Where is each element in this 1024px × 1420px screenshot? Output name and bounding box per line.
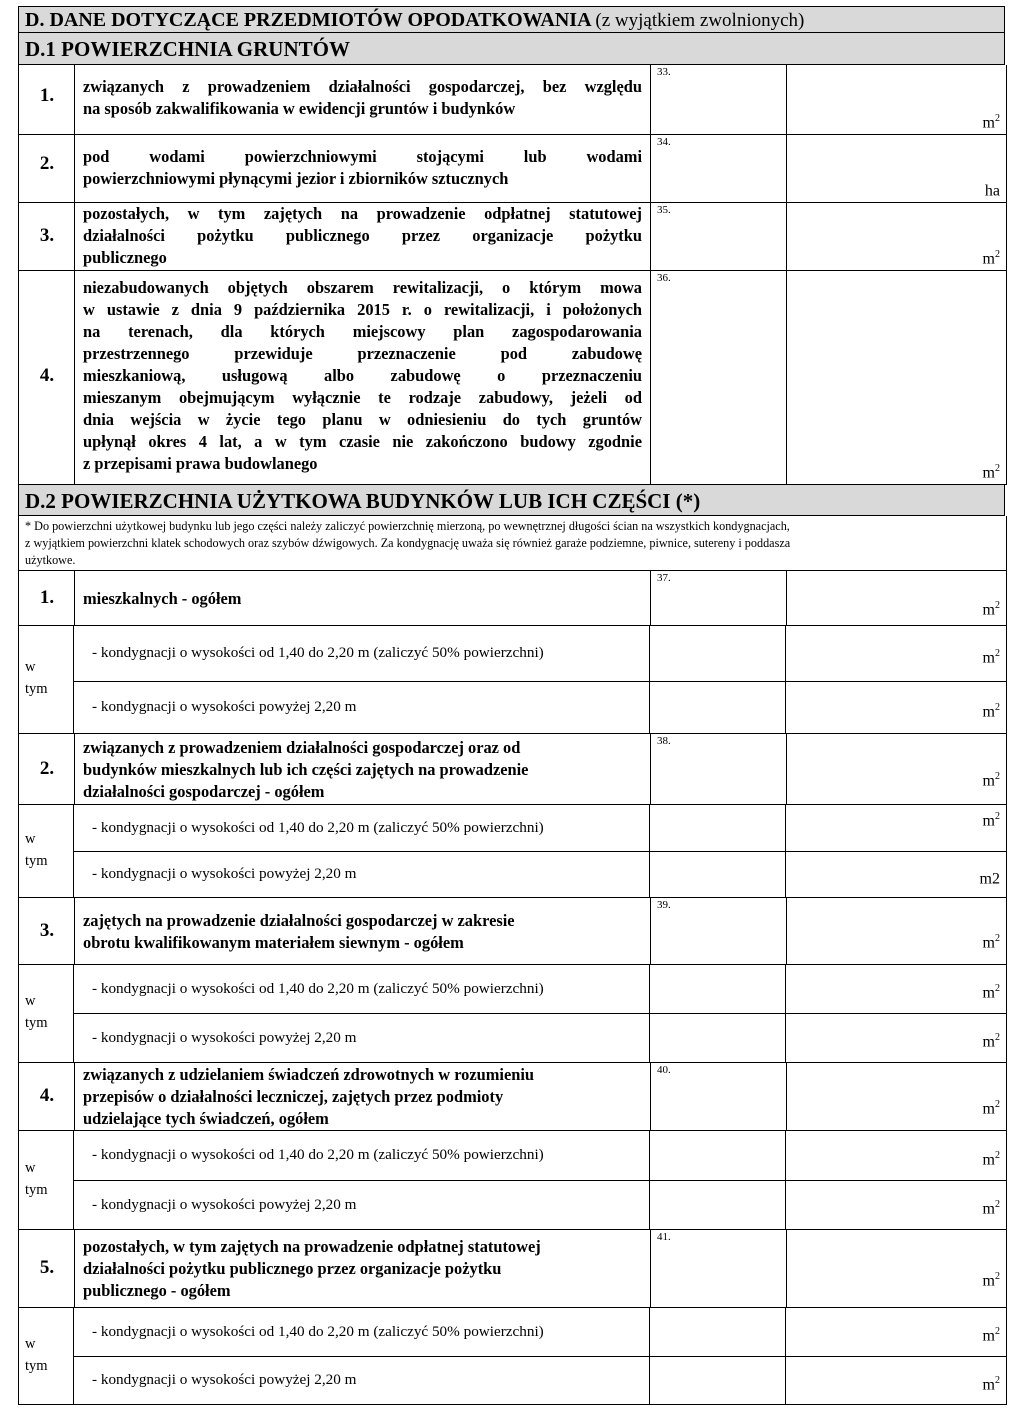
description-line: działalności pożytku publicznego przez organizacje pożytku: [83, 226, 642, 245]
unit-label: [980, 869, 1000, 888]
field-38[interactable]: [651, 734, 787, 804]
d2-subrows: [18, 626, 1007, 734]
subrow-high: [74, 1014, 1007, 1063]
section-d1-header: [18, 33, 1005, 65]
unit-label: [983, 1375, 1000, 1394]
row-description-cell: [75, 571, 651, 625]
w-tym-cell: [18, 965, 74, 1063]
w-tym-word-2: tym: [25, 853, 48, 869]
unit-cell: [786, 1131, 1006, 1180]
field-number: 36.: [657, 272, 671, 284]
section-d-title-line: [25, 8, 804, 33]
w-tym-word-2: tym: [25, 1182, 48, 1198]
description-line: związanych z udzielaniem świadczeń zdrowotnych w rozumieniu: [83, 1065, 535, 1084]
unit-label-exp: 2: [995, 1198, 1000, 1210]
unit-label-exp: 2: [995, 1098, 1000, 1110]
row-description-cell: [75, 734, 651, 804]
row-number: 4.: [39, 365, 55, 386]
unit-label-base: m: [982, 1272, 995, 1289]
row-number-cell: [19, 1230, 75, 1307]
subrow-field[interactable]: [650, 965, 786, 1013]
w-tym-word-2: tym: [25, 1358, 48, 1374]
unit-label-exp: 2: [995, 1270, 1000, 1282]
unit-label: [983, 648, 1000, 667]
row-number: 2.: [39, 758, 55, 779]
field-37[interactable]: [651, 571, 787, 625]
w-tym-word-2: tym: [25, 681, 48, 697]
row-number: 3.: [39, 920, 55, 941]
unit-label-exp: 2: [995, 462, 1000, 474]
unit-cell: [786, 1014, 1006, 1062]
unit-cell: [787, 271, 1006, 484]
w-tym-label: [25, 1157, 48, 1201]
unit-label-base: m: [982, 812, 995, 829]
subrow-low: [74, 1308, 1007, 1357]
unit-cell: [786, 682, 1006, 733]
subrow-field[interactable]: [650, 805, 786, 851]
field-36[interactable]: [651, 271, 787, 484]
description-line: dnia wejścia w życie tego planu w odniesieniu do tych gruntów: [83, 410, 642, 429]
d2-subrows: [18, 805, 1007, 898]
unit-cell: [787, 65, 1006, 134]
subrow-field[interactable]: [650, 1181, 786, 1229]
unit-cell: [786, 1357, 1006, 1404]
unit-label: [983, 1326, 1000, 1345]
unit-label-base: m: [982, 1100, 995, 1117]
description-line: w ustawie z dnia 9 października 2015 r. o rewitalizacji, i położonych: [83, 300, 642, 319]
section-d-header: [18, 6, 1005, 33]
unit-label: [985, 181, 1000, 200]
subrow-description: - kondygnacji o wysokości powyżej 2,20 m: [92, 1029, 357, 1046]
description-line: związanych z prowadzeniem działalności gospodarczej, bez względu: [83, 77, 642, 96]
footnote-line: użytkowe.: [25, 553, 76, 567]
row-description-cell: [75, 271, 651, 484]
d1-row: [18, 203, 1007, 271]
subrow-description: - kondygnacji o wysokości od 1,40 do 2,20 m (zaliczyć 50% powierzchni): [92, 819, 544, 836]
unit-label-exp: 2: [995, 1149, 1000, 1161]
subrow-field[interactable]: [650, 1131, 786, 1180]
unit-label-exp: 2: [995, 112, 1000, 124]
subrow-field[interactable]: [650, 1014, 786, 1062]
field-41[interactable]: [651, 1230, 787, 1307]
row-description-cell: [75, 1230, 651, 1307]
field-40[interactable]: [651, 1063, 787, 1130]
w-tym-word-1: w: [25, 1336, 36, 1352]
description-line: obrotu kwalifikowanym materiałem siewnym - ogółem: [83, 933, 464, 952]
description-line: udzielające tych świadczeń, ogółem: [83, 1109, 329, 1128]
subrow-description: - kondygnacji o wysokości od 1,40 do 2,20 m (zaliczyć 50% powierzchni): [92, 1323, 544, 1340]
description-line: działalności pożytku publicznego przez organizacje pożytku: [83, 1259, 502, 1278]
d2-main-row: [18, 1063, 1007, 1131]
w-tym-label: [25, 656, 48, 700]
unit-cell: [786, 965, 1006, 1013]
subrow-description: - kondygnacji o wysokości od 1,40 do 2,20 m (zaliczyć 50% powierzchni): [92, 1146, 544, 1163]
subrow-description-cell: [74, 805, 650, 851]
row-number: 1.: [39, 85, 55, 106]
unit-label: [983, 1150, 1000, 1169]
description-line: pozostałych, w tym zajętych na prowadzenie odpłatnej statutowej: [83, 204, 642, 223]
unit-cell: [787, 571, 1006, 625]
d2-subrows: [18, 1308, 1007, 1405]
description-line: publicznego - ogółem: [83, 1281, 231, 1300]
row-number-cell: [19, 1063, 75, 1130]
unit-label-base: m: [982, 649, 995, 666]
w-tym-word-1: w: [25, 831, 36, 847]
subrow-description-cell: [74, 1014, 650, 1062]
unit-label-base: ha: [984, 182, 1000, 199]
description-line: publicznego: [83, 248, 167, 267]
unit-label: [983, 983, 1000, 1002]
field-number: 33.: [657, 66, 671, 78]
row-description-cell: [75, 65, 651, 134]
field-number: 37.: [657, 572, 671, 584]
unit-label-exp: 2: [995, 770, 1000, 782]
d2-main-row: [18, 571, 1007, 626]
unit-label: [983, 771, 1000, 790]
description-line: przestrzennego przewiduje przeznaczenie pod zabudowę: [83, 344, 642, 363]
unit-label-base: m: [982, 114, 995, 131]
unit-label-exp: 2: [995, 1374, 1000, 1386]
field-number: 34.: [657, 136, 671, 148]
row-description: [83, 203, 642, 269]
subrow-description: - kondygnacji o wysokości od 1,40 do 2,20 m (zaliczyć 50% powierzchni): [92, 644, 544, 661]
subrow-description-cell: [74, 682, 650, 733]
w-tym-word-2: tym: [25, 1015, 48, 1031]
unit-cell: [787, 135, 1006, 202]
field-number: 40.: [657, 1064, 671, 1076]
d2-main-row: [18, 898, 1007, 965]
field-35[interactable]: [651, 203, 787, 270]
description-line: mieszanym obejmującym wyłącznie te rodzaje zabudowy, jeżeli od: [83, 388, 642, 407]
unit-cell: [786, 852, 1006, 897]
row-number: 4.: [39, 1085, 55, 1106]
unit-label-base: m2: [979, 870, 1000, 887]
description-line: na sposób zakwalifikowania w ewidencji gruntów i budynków: [83, 99, 516, 118]
row-description: [83, 277, 642, 475]
d2-main-row: [18, 1230, 1007, 1308]
field-34[interactable]: [651, 135, 787, 202]
row-description: [83, 76, 642, 120]
unit-label: [983, 249, 1000, 268]
unit-cell: [786, 1308, 1006, 1356]
description-line: powierzchniowymi płynącymi jezior i zbiorników sztucznych: [83, 169, 509, 188]
row-description: [83, 146, 642, 190]
unit-label-base: m: [982, 703, 995, 720]
row-description: [83, 1064, 642, 1130]
unit-label-exp: 2: [995, 1325, 1000, 1337]
field-number: 39.: [657, 899, 671, 911]
unit-label-exp: 2: [995, 701, 1000, 713]
d2-subrows: [18, 965, 1007, 1063]
unit-label: [983, 933, 1000, 952]
subrow-field[interactable]: [650, 1308, 786, 1356]
subrow-field[interactable]: [650, 682, 786, 733]
description-line: mieszkalnych - ogółem: [83, 589, 242, 608]
unit-label-base: m: [982, 772, 995, 789]
unit-cell: [787, 203, 1006, 270]
row-number-cell: [19, 65, 75, 134]
unit-label-base: m: [982, 984, 995, 1001]
description-line: z przepisami prawa budowlanego: [83, 454, 318, 473]
w-tym-word-1: w: [25, 993, 36, 1009]
subrow-description-cell: [74, 852, 650, 897]
footnote-line: * Do powierzchni użytkowej budynku lub jego części należy zaliczyć powierzchnię mierzoną, po wewnętrznej długości ścian na wszystkich kondygnacjach,: [25, 519, 790, 533]
unit-label-exp: 2: [995, 1031, 1000, 1043]
w-tym-cell: [18, 1131, 74, 1230]
unit-label-base: m: [982, 250, 995, 267]
description-line: przepisów o działalności leczniczej, zajętych przez podmioty: [83, 1087, 504, 1106]
unit-label-base: m: [982, 934, 995, 951]
subrow-description-cell: [74, 1308, 650, 1356]
d2-main-row: [18, 734, 1007, 805]
row-number-cell: [19, 203, 75, 270]
w-tym-cell: [18, 805, 74, 898]
subrow-description: - kondygnacji o wysokości powyżej 2,20 m: [92, 1371, 357, 1388]
subrow-low: [74, 1131, 1007, 1181]
unit-label: [983, 1099, 1000, 1118]
unit-label-exp: 2: [995, 599, 1000, 611]
unit-cell: [786, 805, 1006, 851]
w-tym-cell: [18, 626, 74, 734]
subrow-description-cell: [74, 626, 650, 681]
field-number: 35.: [657, 204, 671, 216]
row-number: 3.: [39, 225, 55, 246]
row-number: 1.: [39, 587, 55, 608]
description-line: zajętych na prowadzenie działalności gospodarczej w zakresie: [83, 911, 515, 930]
row-number-cell: [19, 571, 75, 625]
subrow-description: - kondygnacji o wysokości powyżej 2,20 m: [92, 698, 357, 715]
subrow-low: [74, 626, 1007, 682]
unit-label: [983, 113, 1000, 132]
subrow-high: [74, 1181, 1007, 1230]
unit-label-base: m: [982, 601, 995, 618]
unit-cell: [787, 1230, 1006, 1307]
subrow-high: [74, 852, 1007, 898]
d2-subrows: [18, 1131, 1007, 1230]
subrow-low: [74, 965, 1007, 1014]
section-d2-header: [18, 485, 1005, 516]
row-number: 2.: [39, 153, 55, 174]
description-line: upłynął okres 4 lat, a w tym czasie nie zakończono budowy zgodnie: [83, 432, 642, 451]
w-tym-cell: [18, 1308, 74, 1405]
row-number-cell: [19, 271, 75, 484]
unit-label: [983, 702, 1000, 721]
w-tym-label: [25, 828, 48, 872]
subrow-description-cell: [74, 965, 650, 1013]
description-line: mieszkaniową, usługową albo zabudowę o przeznaczeniu: [83, 366, 642, 385]
unit-label-base: m: [982, 1327, 995, 1344]
unit-label-base: m: [982, 1200, 995, 1217]
description-line: działalności gospodarczej - ogółem: [83, 782, 325, 801]
subrow-low: [74, 805, 1007, 852]
unit-label-base: m: [982, 1033, 995, 1050]
subrow-high: [74, 1357, 1007, 1405]
w-tym-word-1: w: [25, 659, 36, 675]
unit-label-base: m: [982, 1376, 995, 1393]
unit-cell: [787, 1063, 1006, 1130]
unit-label: [983, 600, 1000, 619]
unit-cell: [787, 898, 1006, 964]
subrow-description: - kondygnacji o wysokości od 1,40 do 2,20 m (zaliczyć 50% powierzchni): [92, 980, 544, 997]
subrow-description: - kondygnacji o wysokości powyżej 2,20 m: [92, 1196, 357, 1213]
description-line: na terenach, dla których miejscowy plan zagospodarowania: [83, 322, 642, 341]
row-number-cell: [19, 135, 75, 202]
row-description-cell: [75, 203, 651, 270]
subrow-description-cell: [74, 1181, 650, 1229]
subrow-description: - kondygnacji o wysokości powyżej 2,20 m: [92, 865, 357, 882]
description-line: budynków mieszkalnych lub ich części zajętych na prowadzenie: [83, 760, 529, 779]
unit-label-base: m: [982, 464, 995, 481]
section-d-title: D. DANE DOTYCZĄCE PRZEDMIOTÓW OPODATKOWANIA: [25, 9, 591, 31]
unit-label: [983, 1032, 1000, 1051]
d1-row: [18, 65, 1007, 135]
subrow-field[interactable]: [650, 852, 786, 897]
unit-label: [983, 811, 1000, 830]
unit-label-exp: 2: [995, 810, 1000, 822]
footnote-line: z wyjątkiem powierzchni klatek schodowych oraz szybów dźwigowych. Za kondygnację uważa się również garaże podziemne, piwnice, sutereny i poddasza: [25, 536, 791, 550]
row-description-cell: [75, 1063, 651, 1130]
unit-cell: [786, 1181, 1006, 1229]
row-description-cell: [75, 898, 651, 964]
row-number: 5.: [39, 1257, 55, 1278]
field-number: 41.: [657, 1231, 671, 1243]
row-description: [83, 1236, 642, 1302]
w-tym-label: [25, 990, 48, 1034]
unit-label: [983, 1199, 1000, 1218]
footnote: [18, 516, 1007, 571]
subrow-description-cell: [74, 1357, 650, 1404]
field-number: 38.: [657, 735, 671, 747]
unit-cell: [787, 734, 1006, 804]
row-description: [83, 588, 642, 610]
unit-cell: [786, 626, 1006, 681]
d1-row: [18, 135, 1007, 203]
field-39[interactable]: [651, 898, 787, 964]
section-d-subtitle: (z wyjątkiem zwolnionych): [595, 10, 805, 31]
subrow-description-cell: [74, 1131, 650, 1180]
unit-label: [983, 1271, 1000, 1290]
subrow-field[interactable]: [650, 626, 786, 681]
d1-row: [18, 271, 1007, 485]
w-tym-label: [25, 1333, 48, 1377]
row-description: [83, 737, 642, 803]
description-line: pod wodami powierzchniowymi stojącymi lub wodami: [83, 147, 642, 166]
unit-label-exp: 2: [995, 647, 1000, 659]
subrow-high: [74, 682, 1007, 734]
w-tym-word-1: w: [25, 1160, 36, 1176]
unit-label-exp: 2: [995, 982, 1000, 994]
description-line: pozostałych, w tym zajętych na prowadzenie odpłatnej statutowej: [83, 1237, 541, 1256]
description-line: związanych z prowadzeniem działalności gospodarczej oraz od: [83, 738, 521, 757]
description-line: niezabudowanych objętych obszarem rewitalizacji, o którym mowa: [83, 278, 642, 297]
section-d2-title: D.2 POWIERZCHNIA UŻYTKOWA BUDYNKÓW LUB ICH CZĘŚCI (*): [25, 489, 701, 513]
row-number-cell: [19, 734, 75, 804]
unit-label: [983, 463, 1000, 482]
row-description-cell: [75, 135, 651, 202]
unit-label-base: m: [982, 1151, 995, 1168]
row-description: [83, 910, 642, 954]
section-d1-title: D.1 POWIERZCHNIA GRUNTÓW: [25, 37, 350, 61]
subrow-field[interactable]: [650, 1357, 786, 1404]
row-number-cell: [19, 898, 75, 964]
unit-label-exp: 2: [995, 932, 1000, 944]
unit-label-exp: 2: [995, 248, 1000, 260]
field-33[interactable]: [651, 65, 787, 134]
